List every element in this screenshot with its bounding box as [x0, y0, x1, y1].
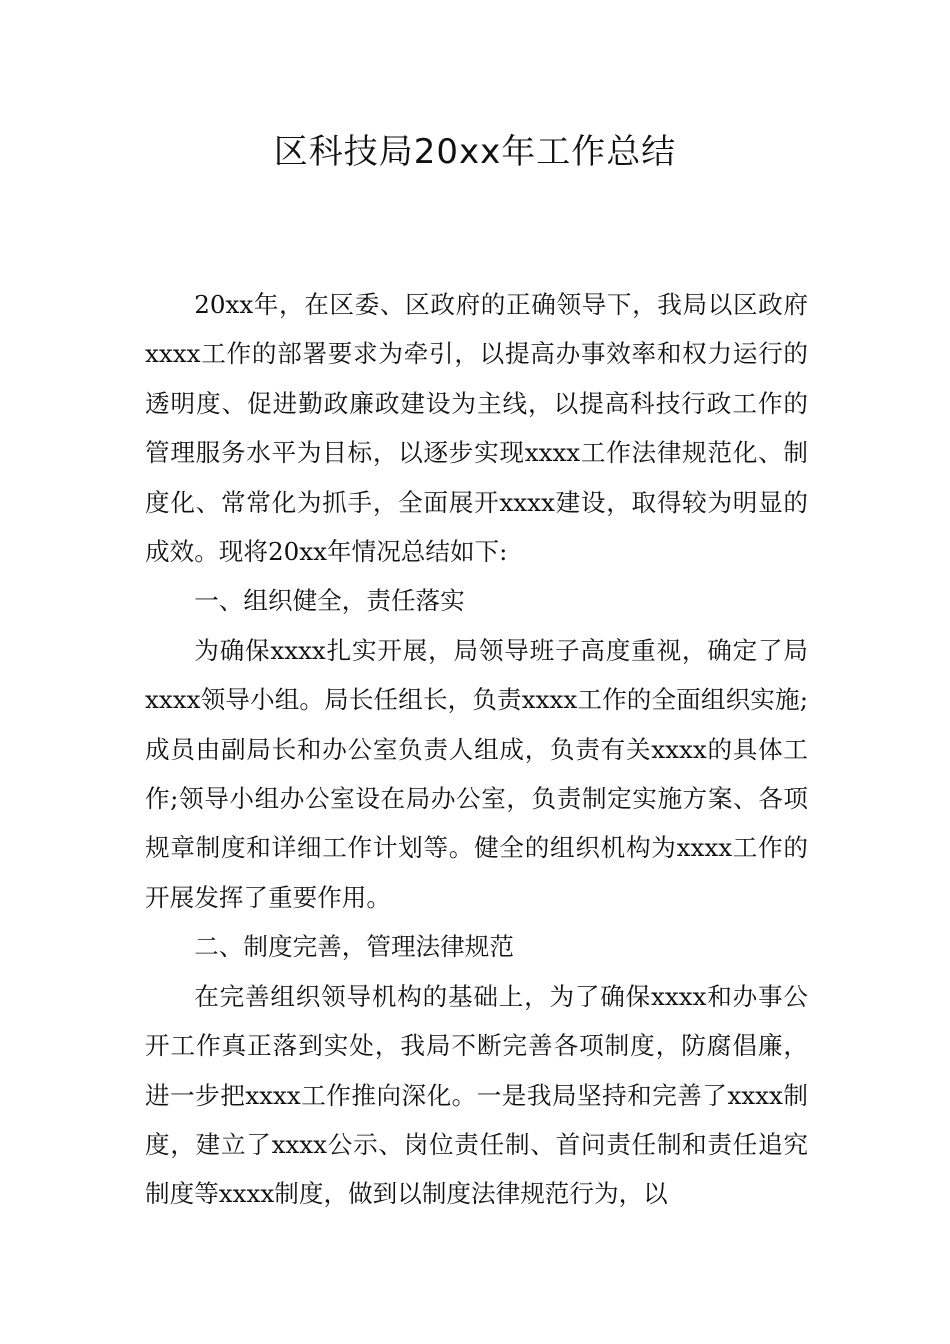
section-heading-2: 二、制度完善，管理法律规范 — [194, 932, 514, 962]
section-1-paragraph: 为确保xxxx扎实开展，局领导班子高度重视，确定了局xxxx领导小组。局长任组长，负责xxxx工作的全面组织实施;成员由副局长和办公室负责人组成，负责有关xxxx的具体工作;领导小组办公室设在局办公室，负责制定实施方案、各项规章制度和详细工作计划等。健全的组织机构为xxxx工作的开展发挥了重要作用。 — [145, 635, 808, 912]
document-title: 区科技局20xx年工作总结 — [273, 132, 677, 172]
section-heading-1: 一、组织健全，责任落实 — [194, 586, 465, 616]
section-2-paragraph: 在完善组织领导机构的基础上，为了确保xxxx和办事公开工作真正落到实处，我局不断完善各项制度，防腐倡廉，进一步把xxxx工作推向深化。一是我局坚持和完善了xxxx制度，建立了xxxx公示、岗位责任制、首问责任制和责任追究制度等xxxx制度，做到以制度法律规范行为，以 — [145, 981, 808, 1209]
intro-paragraph: 20xx年，在区委、区政府的正确领导下，我局以区政府xxxx工作的部署要求为牵引，以提高办事效率和权力运行的透明度、促进勤政廉政建设为主线，以提高科技行政工作的管理服务水平为目标，以逐步实现xxxx工作法律规范化、制度化、常常化为抓手，全面展开xxxx建设，取得较为明显的成效。现将20xx年情况总结如下: — [145, 290, 808, 567]
document-body — [145, 280, 808, 1219]
